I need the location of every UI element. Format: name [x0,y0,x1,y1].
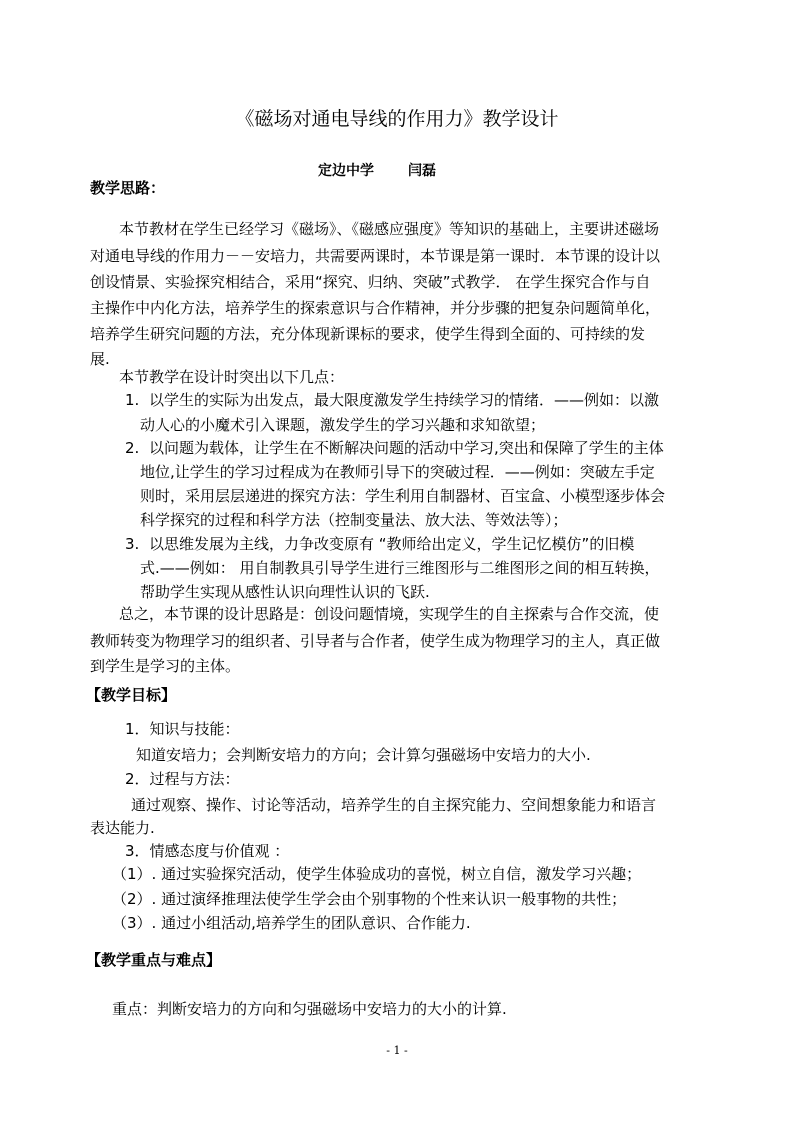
list-item-line: 以思维发展为主线，力争改变原有 “教师给出定义，学生记忆模仿”的旧模 [149,535,635,553]
goal-item: （1）. 通过实验探究活动，使学生体验成功的喜悦，树立自信，激发学习兴趣； [112,865,642,883]
list-item-line: 地位,让学生的学习过程成为在教师引导下的突破过程．——例如：突破左手定 [140,463,655,481]
list-item-line: 以问题为载体，让学生在不断解决问题的活动中学习,突出和保障了学生的主体 [149,439,664,457]
list-number: 2. [125,439,140,457]
list-number: 3. [125,535,140,553]
goal-item: （3）. 通过小组活动,培养学生的团队意识、合作能力. [112,914,471,932]
page-number: - 1 - [386,1044,408,1057]
highlights-intro: 本节教学在设计时突出以下几点： [119,368,345,386]
section-heading-teaching-goals: 【教学目标】 [86,686,177,704]
list-item-line: 式.——例如： 用自制教具引导学生进行三维图形与二维图形之间的相互转换， [140,559,660,577]
goal-text: 表达能力. [90,819,155,837]
paragraph-line: 总之，本节课的设计思路是：创设问题情境，实现学生的自主探索与合作交流，使 [119,605,660,623]
list-item-line: 科学探究的过程和科学方法（控制变量法、放大法、等效法等）； [140,511,568,529]
goal-text: 通过观察、操作、讨论等活动，培养学生的自主探究能力、空间想象能力和语言 [131,796,657,814]
goal-title-knowledge: 1．知识与技能： [125,720,240,738]
school-name: 定边中学 [318,163,374,179]
paragraph-line: 展. [90,350,110,368]
list-item-line: 以学生的实际为出发点，最大限度激发学生持续学习的情绪．——例如：以激 [149,391,660,409]
list-item-line: 帮助学生实现从感性认识向理性认识的飞跃. [140,583,430,601]
list-item-line: 动人心的小魔术引入课题，激发学生的学习兴趣和求知欲望； [140,416,546,434]
goal-title-process: 2．过程与方法： [125,770,240,788]
goal-title-attitude: 3．情感态度与价值观 ： [125,842,290,860]
document-title: 《磁场对通电导线的作用力》教学设计 [235,108,559,130]
goal-item: （2）. 通过演绎推理法使学生学会由个别事物的个性来认识一般事物的共性； [112,890,627,908]
paragraph-line: 主操作中内化方法，培养学生的探索意识与合作精神，并分步骤的把复杂问题简单化， [90,299,661,317]
paragraph-line: 对通电导线的作用力－－安培力，共需要两课时，本节课是第一课时．本节课的设计以 [90,247,661,265]
section-heading-key-difficult-points: 【教学重点与难点】 [86,951,222,969]
paragraph-line: 本节教材在学生已经学习《磁场》、《磁感应强度》等知识的基础上，主要讲述磁场 [119,220,660,238]
goal-text: 知道安培力；会判断安培力的方向；会计算匀强磁场中安培力的大小. [136,746,591,764]
author-name: 闫磊 [408,163,436,179]
paragraph-line: 创设情景、实验探究相结合，采用“探究、归纳、突破”式教学． 在学生探究合作与自 [90,273,651,291]
section-heading-teaching-thinking: 教学思路： [90,179,166,197]
author-line [318,160,436,180]
paragraph-line: 培养学生研究问题的方法，充分体现新课标的要求，使学生得到全面的、可持续的发 [90,325,646,343]
list-item-line: 则时，采用层层递进的探究方法：学生利用自制器材、百宝盒、小模型逐步体会 [140,487,666,505]
paragraph-line: 教师转变为物理学习的组织者、引导者与合作者，使学生成为物理学习的主人，真正做 [90,632,661,650]
paragraph-line: 到学生是学习的主体。 [90,657,241,675]
list-number: 1. [125,391,140,409]
key-point-line: 重点：判断安培力的方向和匀强磁场中安培力的大小的计算. [112,1000,507,1018]
